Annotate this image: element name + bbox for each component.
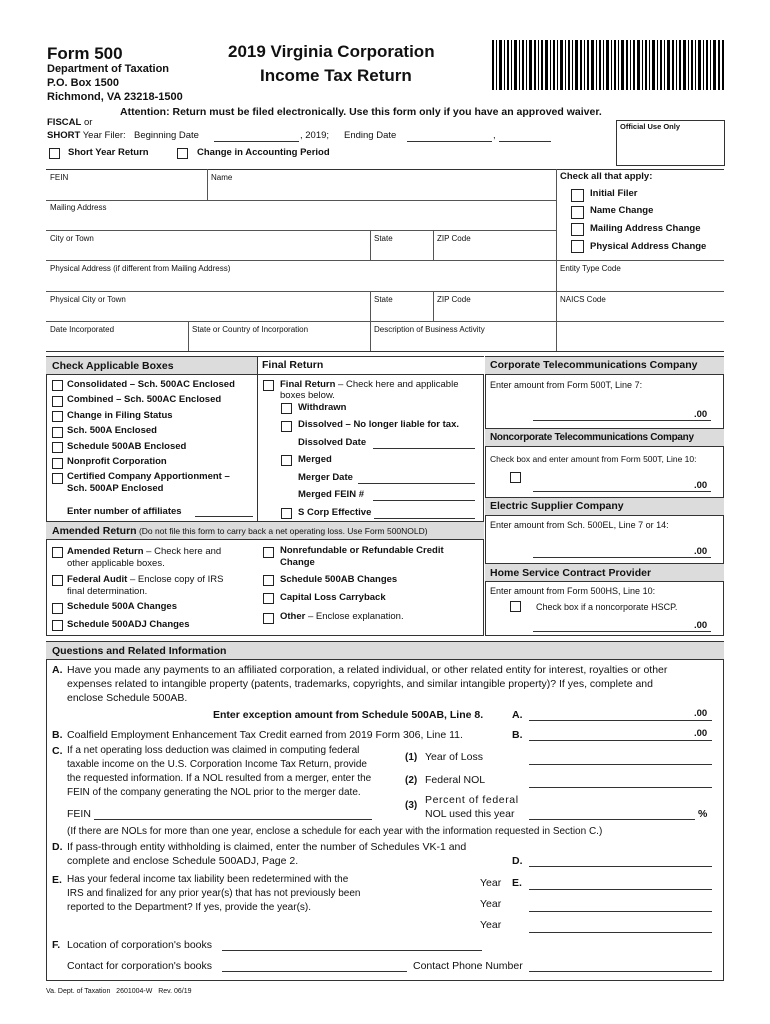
question-b-input[interactable] bbox=[529, 740, 712, 741]
id-grid-row1 bbox=[46, 200, 556, 201]
c1-label: Year of Loss bbox=[425, 751, 483, 763]
year-of-loss-input[interactable] bbox=[529, 764, 712, 765]
state-field[interactable]: State bbox=[374, 234, 393, 243]
dissolved-date-input[interactable] bbox=[373, 448, 475, 449]
final-title: Final Return bbox=[262, 359, 324, 371]
amended-return-checkbox[interactable] bbox=[52, 547, 63, 558]
sch500ab-checkbox[interactable] bbox=[52, 442, 63, 453]
form-title-line1: 2019 Virginia Corporation bbox=[228, 42, 435, 61]
affiliates-input[interactable] bbox=[195, 516, 253, 517]
amended-return-desc: other applicable boxes. bbox=[67, 558, 165, 569]
phone-input[interactable] bbox=[529, 971, 712, 972]
business-description-field[interactable]: Description of Business Activity bbox=[374, 325, 485, 334]
merger-date-label: Merger Date bbox=[298, 472, 353, 483]
initial-filer-label: Initial Filer bbox=[590, 188, 638, 199]
question-a-text-2: expenses related to intangible property (patents, trademarks, copyrights, and similar intangible property)? If yes, complete and bbox=[67, 678, 653, 690]
nonrefundable-label: Nonrefundable or Refundable Credit bbox=[280, 545, 444, 556]
sch500a-label: Sch. 500A Enclosed bbox=[67, 425, 157, 436]
question-d-letter: D. bbox=[52, 841, 63, 853]
question-c-text-2: taxable income on the U.S. Corporation Income Tax Return, provide bbox=[67, 759, 367, 770]
question-e-text-2: IRS and finalized for any prior year(s) that has not previously been bbox=[67, 888, 361, 899]
c2-label: Federal NOL bbox=[425, 774, 486, 786]
id-grid-top bbox=[46, 169, 724, 170]
home-service-desc: Enter amount from Form 500HS, Line 10: bbox=[490, 586, 656, 596]
merged-fein-input[interactable] bbox=[373, 500, 475, 501]
dissolved-label: Dissolved – No longer liable for tax. bbox=[298, 419, 460, 430]
initial-filer-checkbox[interactable] bbox=[571, 189, 584, 202]
final-return-checkbox[interactable] bbox=[263, 380, 274, 391]
short-year-checkbox[interactable] bbox=[49, 148, 60, 159]
noncorp-title: Noncorporate Telecommunications Company bbox=[490, 432, 694, 443]
form-title-line2: Income Tax Return bbox=[260, 66, 412, 85]
noncorp-amount: .00 bbox=[694, 480, 708, 491]
physical-state-field[interactable]: State bbox=[374, 295, 393, 304]
year-filer-label: SHORT Year Filer: bbox=[47, 130, 126, 141]
zip-field[interactable]: ZIP Code bbox=[437, 234, 471, 243]
percent-sign: % bbox=[698, 808, 708, 820]
id-grid-vdiv-inc bbox=[188, 321, 189, 351]
telecom-amount: .00 bbox=[694, 409, 708, 420]
id-grid-bottom bbox=[46, 351, 724, 352]
question-d-label: D. bbox=[512, 855, 523, 867]
dissolved-date-label: Dissolved Date bbox=[298, 437, 367, 448]
federal-audit-checkbox[interactable] bbox=[52, 575, 63, 586]
contact-label: Contact for corporation's books bbox=[67, 960, 212, 972]
contact-input[interactable] bbox=[222, 971, 407, 972]
sch500a-checkbox[interactable] bbox=[52, 427, 63, 438]
combined-checkbox[interactable] bbox=[52, 396, 63, 407]
federal-audit-label: Federal Audit – Enclose copy of IRS bbox=[67, 574, 224, 585]
federal-audit-desc: final determination. bbox=[67, 586, 148, 597]
nonrefundable-checkbox[interactable] bbox=[263, 547, 274, 558]
id-grid-vdiv-zip2 bbox=[433, 291, 434, 321]
applicable-title: Check Applicable Boxes bbox=[52, 360, 174, 372]
question-b-amount: .00 bbox=[694, 728, 708, 739]
id-grid-row2 bbox=[46, 230, 556, 231]
c3-number: (3) bbox=[405, 800, 418, 811]
dissolved-checkbox[interactable] bbox=[281, 421, 292, 432]
electric-title: Electric Supplier Company bbox=[490, 500, 624, 512]
sch500a-changes-checkbox[interactable] bbox=[52, 603, 63, 614]
s-corp-label: S Corp Effective bbox=[298, 507, 372, 518]
sch500adj-changes-label: Schedule 500ADJ Changes bbox=[67, 619, 190, 630]
footer-text: Va. Dept. of Taxation 2601004-W Rev. 06/19 bbox=[46, 988, 192, 995]
consolidated-checkbox[interactable] bbox=[52, 380, 63, 391]
fein-label: FEIN bbox=[67, 808, 91, 820]
entity-type-field[interactable]: Entity Type Code bbox=[560, 264, 621, 273]
nonrefundable-label-2: Change bbox=[280, 557, 315, 568]
year-input-3[interactable] bbox=[529, 932, 712, 933]
sch500adj-changes-checkbox[interactable] bbox=[52, 620, 63, 631]
id-grid-vdiv bbox=[556, 169, 557, 351]
question-d-text-1: If pass-through entity withholding is claimed, enter the number of Schedules VK-1 and bbox=[67, 841, 467, 853]
other-label: Other – Enclose explanation. bbox=[280, 611, 404, 622]
mailing-change-label: Mailing Address Change bbox=[590, 223, 701, 234]
merger-date-input[interactable] bbox=[358, 483, 475, 484]
change-period-label: Change in Accounting Period bbox=[197, 147, 330, 158]
question-b-letter: B. bbox=[52, 729, 63, 741]
barcode-icon bbox=[492, 40, 724, 90]
telecom-amount-input[interactable] bbox=[533, 420, 711, 421]
question-e-label: E. bbox=[512, 877, 522, 889]
short-year-label: Short Year Return bbox=[68, 147, 149, 158]
date-incorporated-field[interactable]: Date Incorporated bbox=[50, 325, 115, 334]
question-f-text: Location of corporation's books bbox=[67, 939, 213, 951]
noncorp-desc: Check box and enter amount from Form 500T, Line 10: bbox=[490, 454, 697, 464]
id-grid-vdiv-desc bbox=[370, 321, 371, 351]
question-c-letter: C. bbox=[52, 745, 63, 757]
attention-notice: Attention: Return must be filed electronically. Use this form only if you have an approved waiver. bbox=[120, 106, 602, 118]
consolidated-label: Consolidated – Sch. 500AC Enclosed bbox=[67, 379, 235, 390]
noncorp-amount-input[interactable] bbox=[533, 491, 711, 492]
merged-checkbox[interactable] bbox=[281, 455, 292, 466]
s-corp-checkbox[interactable] bbox=[281, 508, 292, 519]
hscp-checkbox[interactable] bbox=[510, 601, 521, 612]
nonprofit-checkbox[interactable] bbox=[52, 458, 63, 469]
po-box: P.O. Box 1500 bbox=[47, 77, 119, 89]
question-e-letter: E. bbox=[52, 874, 62, 886]
official-use-box bbox=[616, 120, 725, 166]
year-label-1: Year bbox=[480, 877, 502, 889]
merged-label: Merged bbox=[298, 454, 332, 465]
withdrawn-checkbox[interactable] bbox=[281, 403, 292, 414]
certified-checkbox[interactable] bbox=[52, 473, 63, 484]
ending-date-label: Ending Date bbox=[344, 130, 397, 141]
c3-label-2: NOL used this year bbox=[425, 808, 515, 820]
sch500ab-changes-label: Schedule 500AB Changes bbox=[280, 574, 398, 585]
id-grid-row3 bbox=[46, 260, 724, 261]
electric-desc: Enter amount from Sch. 500EL, Line 7 or 14: bbox=[490, 520, 669, 530]
fein-field[interactable]: FEIN bbox=[50, 173, 69, 182]
beginning-date-input[interactable] bbox=[214, 141, 299, 142]
question-a-amount: .00 bbox=[694, 708, 708, 719]
c3-label: Percent of federal bbox=[425, 794, 519, 806]
books-location-input[interactable] bbox=[222, 950, 482, 951]
question-b-text: Coalfield Employment Enhancement Tax Credit earned from 2019 Form 306, Line 11. bbox=[67, 729, 463, 741]
status-vdiv bbox=[257, 356, 258, 521]
state-incorporation-field[interactable]: State or Country of Incorporation bbox=[192, 325, 309, 334]
c1-number: (1) bbox=[405, 752, 418, 763]
filing-status-label: Change in Filing Status bbox=[67, 410, 173, 421]
question-a-label: A. bbox=[512, 709, 523, 721]
question-b-label: B. bbox=[512, 729, 523, 741]
id-grid-vdiv-name bbox=[207, 169, 208, 200]
capital-loss-label: Capital Loss Carryback bbox=[280, 592, 386, 603]
fiscal-label: FISCAL or bbox=[47, 117, 93, 128]
ending-year-input[interactable] bbox=[499, 141, 551, 142]
withdrawn-label: Withdrawn bbox=[298, 402, 347, 413]
schedules-vk1-input[interactable] bbox=[529, 866, 712, 867]
certified-label: Certified Company Apportionment – bbox=[67, 471, 230, 482]
naics-field[interactable]: NAICS Code bbox=[560, 295, 606, 304]
final-return-label: Final Return – Check here and applicable bbox=[280, 379, 459, 390]
certified-label-2: Sch. 500AP Enclosed bbox=[67, 483, 164, 494]
id-grid-row4 bbox=[46, 291, 724, 292]
question-a-input[interactable] bbox=[529, 720, 712, 721]
filing-status-checkbox[interactable] bbox=[52, 411, 63, 422]
merged-fein-label: Merged FEIN # bbox=[298, 489, 364, 500]
mailing-change-checkbox[interactable] bbox=[571, 223, 584, 236]
physical-address-field[interactable]: Physical Address (if different from Mailing Address) bbox=[50, 264, 231, 273]
question-e-text-3: reported to the Department? If yes, provide the year(s). bbox=[67, 902, 312, 913]
sch500ab-changes-checkbox[interactable] bbox=[263, 575, 274, 586]
city-field[interactable]: City or Town bbox=[50, 234, 94, 243]
change-period-checkbox[interactable] bbox=[177, 148, 188, 159]
home-service-title: Home Service Contract Provider bbox=[490, 567, 652, 579]
form-number: Form 500 bbox=[47, 44, 123, 63]
id-grid-vdiv-state2 bbox=[370, 291, 371, 321]
physical-city-field[interactable]: Physical City or Town bbox=[50, 295, 126, 304]
telecom-desc: Enter amount from Form 500T, Line 7: bbox=[490, 380, 643, 390]
question-a-text-1: Have you made any payments to an affiliated corporation, a related individual, or other related entity for interest, royalties or other bbox=[67, 664, 668, 676]
mailing-address-field[interactable]: Mailing Address bbox=[50, 203, 107, 212]
affiliates-label: Enter number of affiliates bbox=[67, 506, 182, 517]
amended-title: Amended Return (Do not file this form to carry back a net operating loss. Use Form 500NOLD) bbox=[52, 525, 428, 537]
question-e-text-1: Has your federal income tax liability been redetermined with the bbox=[67, 874, 349, 885]
question-d-text-2: complete and enclose Schedule 500ADJ, Page 2. bbox=[67, 855, 299, 867]
year-label-3: Year bbox=[480, 919, 502, 931]
federal-nol-input[interactable] bbox=[529, 787, 712, 788]
question-c-note: (If there are NOLs for more than one year, enclose a schedule for each year with the information requested in Section C.) bbox=[67, 826, 603, 837]
amended-return-label: Amended Return – Check here and bbox=[67, 546, 222, 557]
electric-amount: .00 bbox=[694, 546, 708, 557]
name-change-checkbox[interactable] bbox=[571, 206, 584, 219]
name-field[interactable]: Name bbox=[211, 173, 233, 182]
beginning-date-label: Beginning Date bbox=[134, 130, 199, 141]
home-service-amount-input[interactable] bbox=[533, 631, 711, 632]
name-change-label: Name Change bbox=[590, 205, 654, 216]
year-input-2[interactable] bbox=[529, 911, 712, 912]
question-a-enter: Enter exception amount from Schedule 500AB, Line 8. bbox=[213, 709, 484, 721]
final-return-desc: boxes below. bbox=[280, 390, 335, 401]
physical-change-checkbox[interactable] bbox=[571, 240, 584, 253]
physical-change-label: Physical Address Change bbox=[590, 241, 707, 252]
questions-title: Questions and Related Information bbox=[52, 645, 227, 657]
department-name: Department of Taxation bbox=[47, 63, 170, 75]
question-f-letter: F. bbox=[52, 939, 61, 951]
year-input-1[interactable] bbox=[529, 889, 712, 890]
question-a-letter: A. bbox=[52, 664, 63, 676]
telecom-title: Corporate Telecommunications Company bbox=[490, 359, 698, 371]
year-label-2: Year bbox=[480, 898, 502, 910]
other-checkbox[interactable] bbox=[263, 613, 274, 624]
percent-nol-input[interactable] bbox=[529, 819, 695, 820]
electric-amount-input[interactable] bbox=[533, 557, 711, 558]
id-grid-vdiv-zip bbox=[433, 230, 434, 260]
question-c-text-1: If a net operating loss deduction was claimed in computing federal bbox=[67, 745, 360, 756]
sch500a-changes-label: Schedule 500A Changes bbox=[67, 601, 177, 612]
nol-fein-input[interactable] bbox=[94, 819, 372, 820]
city-address: Richmond, VA 23218-1500 bbox=[47, 91, 183, 103]
c2-number: (2) bbox=[405, 775, 418, 786]
year-2019-label: , 2019; bbox=[300, 130, 330, 141]
nonprofit-label: Nonprofit Corporation bbox=[67, 456, 167, 467]
home-service-amount: .00 bbox=[694, 620, 708, 631]
combined-label: Combined – Sch. 500AC Enclosed bbox=[67, 394, 222, 405]
ending-comma: , bbox=[493, 130, 496, 141]
question-c-text-4: FEIN of the company generating the NOL prior to the merger date. bbox=[67, 787, 361, 798]
phone-label: Contact Phone Number bbox=[413, 960, 523, 972]
physical-zip-field[interactable]: ZIP Code bbox=[437, 295, 471, 304]
hscp-label: Check box if a noncorporate HSCP. bbox=[536, 602, 678, 612]
official-use-label: Official Use Only bbox=[620, 122, 681, 131]
ending-date-input[interactable] bbox=[407, 141, 492, 142]
noncorp-checkbox[interactable] bbox=[510, 472, 521, 483]
s-corp-input[interactable] bbox=[374, 518, 475, 519]
check-all-title: Check all that apply: bbox=[560, 171, 653, 182]
capital-loss-checkbox[interactable] bbox=[263, 593, 274, 604]
id-grid-vdiv-state bbox=[370, 230, 371, 260]
question-a-text-3: enclose Schedule 500AB. bbox=[67, 692, 188, 704]
sch500ab-label: Schedule 500AB Enclosed bbox=[67, 441, 187, 452]
question-c-text-3: the requested information. If a NOL resulted from a merger, enter the bbox=[67, 773, 372, 784]
id-grid-row5 bbox=[46, 321, 724, 322]
